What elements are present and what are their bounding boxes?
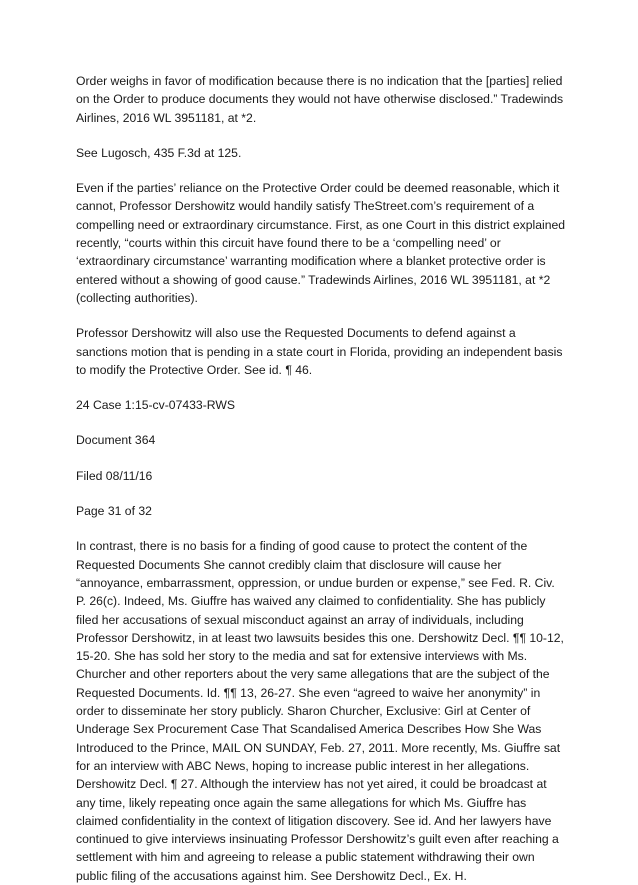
paragraph-lugosch-citation: See Lugosch, 435 F.3d at 125.: [76, 145, 242, 160]
paragraph-modification-reliance: Order weighs in favor of modification because there is no indication that the [parties] relied on the Order to produce documents they would not have otherwise disclosed.” Tradewinds Airlines, 2016 WL 3951181, at *2.: [76, 74, 564, 125]
case-number-line: 24 Case 1:15-cv-07433-RWS: [76, 398, 235, 413]
paragraph-compelling-need: Even if the parties’ reliance on the Protective Order could be deemed reasonable, which it cannot, Professor Dershowitz would handily satisfy TheStreet.com’s requirement of a compelling need or extraordinary circumstance. First, as one Court in this district explained recently, “courts within this circuit have found there to be a ‘compelling need’ or ‘extraordinary circumstance’ warranting modification where a blanket protective order is entered without a showing of good cause.” Tradewinds Airlines, 2016 WL 3951181, at *2 (collecting authorities).: [76, 181, 566, 305]
document-number-line: Document 364: [76, 433, 156, 448]
paragraph-good-cause: In contrast, there is no basis for a finding of good cause to protect the content of the Requested Documents She cannot credibly claim that disclosure will cause her “annoyance, embarrassment, oppression, or undue burden or expense,” see Fed. R. Civ. P. 26(c). Indeed, Ms. Giuffre has waived any claimed to confidentiality. She has publicly filed her accusations of sexual misconduct against an array of individuals, including Professor Dershowitz, in at least two lawsuits besides this one. Dershowitz Decl. ¶¶ 10-12, 15-20. She has sold her story to the media and sat for extensive interviews with Ms. Churcher and other reporters about the very same allegations that are the subject of the Requested Documents. Id. ¶¶ 13, 26-27. She even “agreed to waive her anonymity” in order to disseminate her story publicly. Sharon Churcher, Exclusive: Girl at Center of Underage Sex Procurement Case That Scandalised America Describes How She Was Introduced to the Prince, MAIL ON SUNDAY, Feb. 27, 2011. More recently, Ms. Giuffre sat for an interview with ABC News, hoping to increase public interest in her allegations. Dershowitz Decl. ¶ 27. Although the interview has not yet aired, it could be broadcast at any time, likely repeating once again the same allegations for which Ms. Giuffre has claimed confidentiality in the context of litigation discovery. See id. And her lawyers have continued to give interviews insinuating Professor Dershowitz’s guilt even after reaching a settlement with him and agreeing to release a public statement withdrawing their own public filing of the accusations against him. See Dershowitz Decl., Ex. H.: [76, 539, 564, 883]
page-indicator-line: Page 31 of 32: [76, 504, 152, 519]
filed-date-line: Filed 08/11/16: [76, 468, 153, 483]
paragraph-sanctions-motion: Professor Dershowitz will also use the Requested Documents to defend against a sanctions motion that is pending in a state court in Florida, providing an independent basis to modify the Protective Order. See id. ¶ 46.: [76, 326, 563, 377]
